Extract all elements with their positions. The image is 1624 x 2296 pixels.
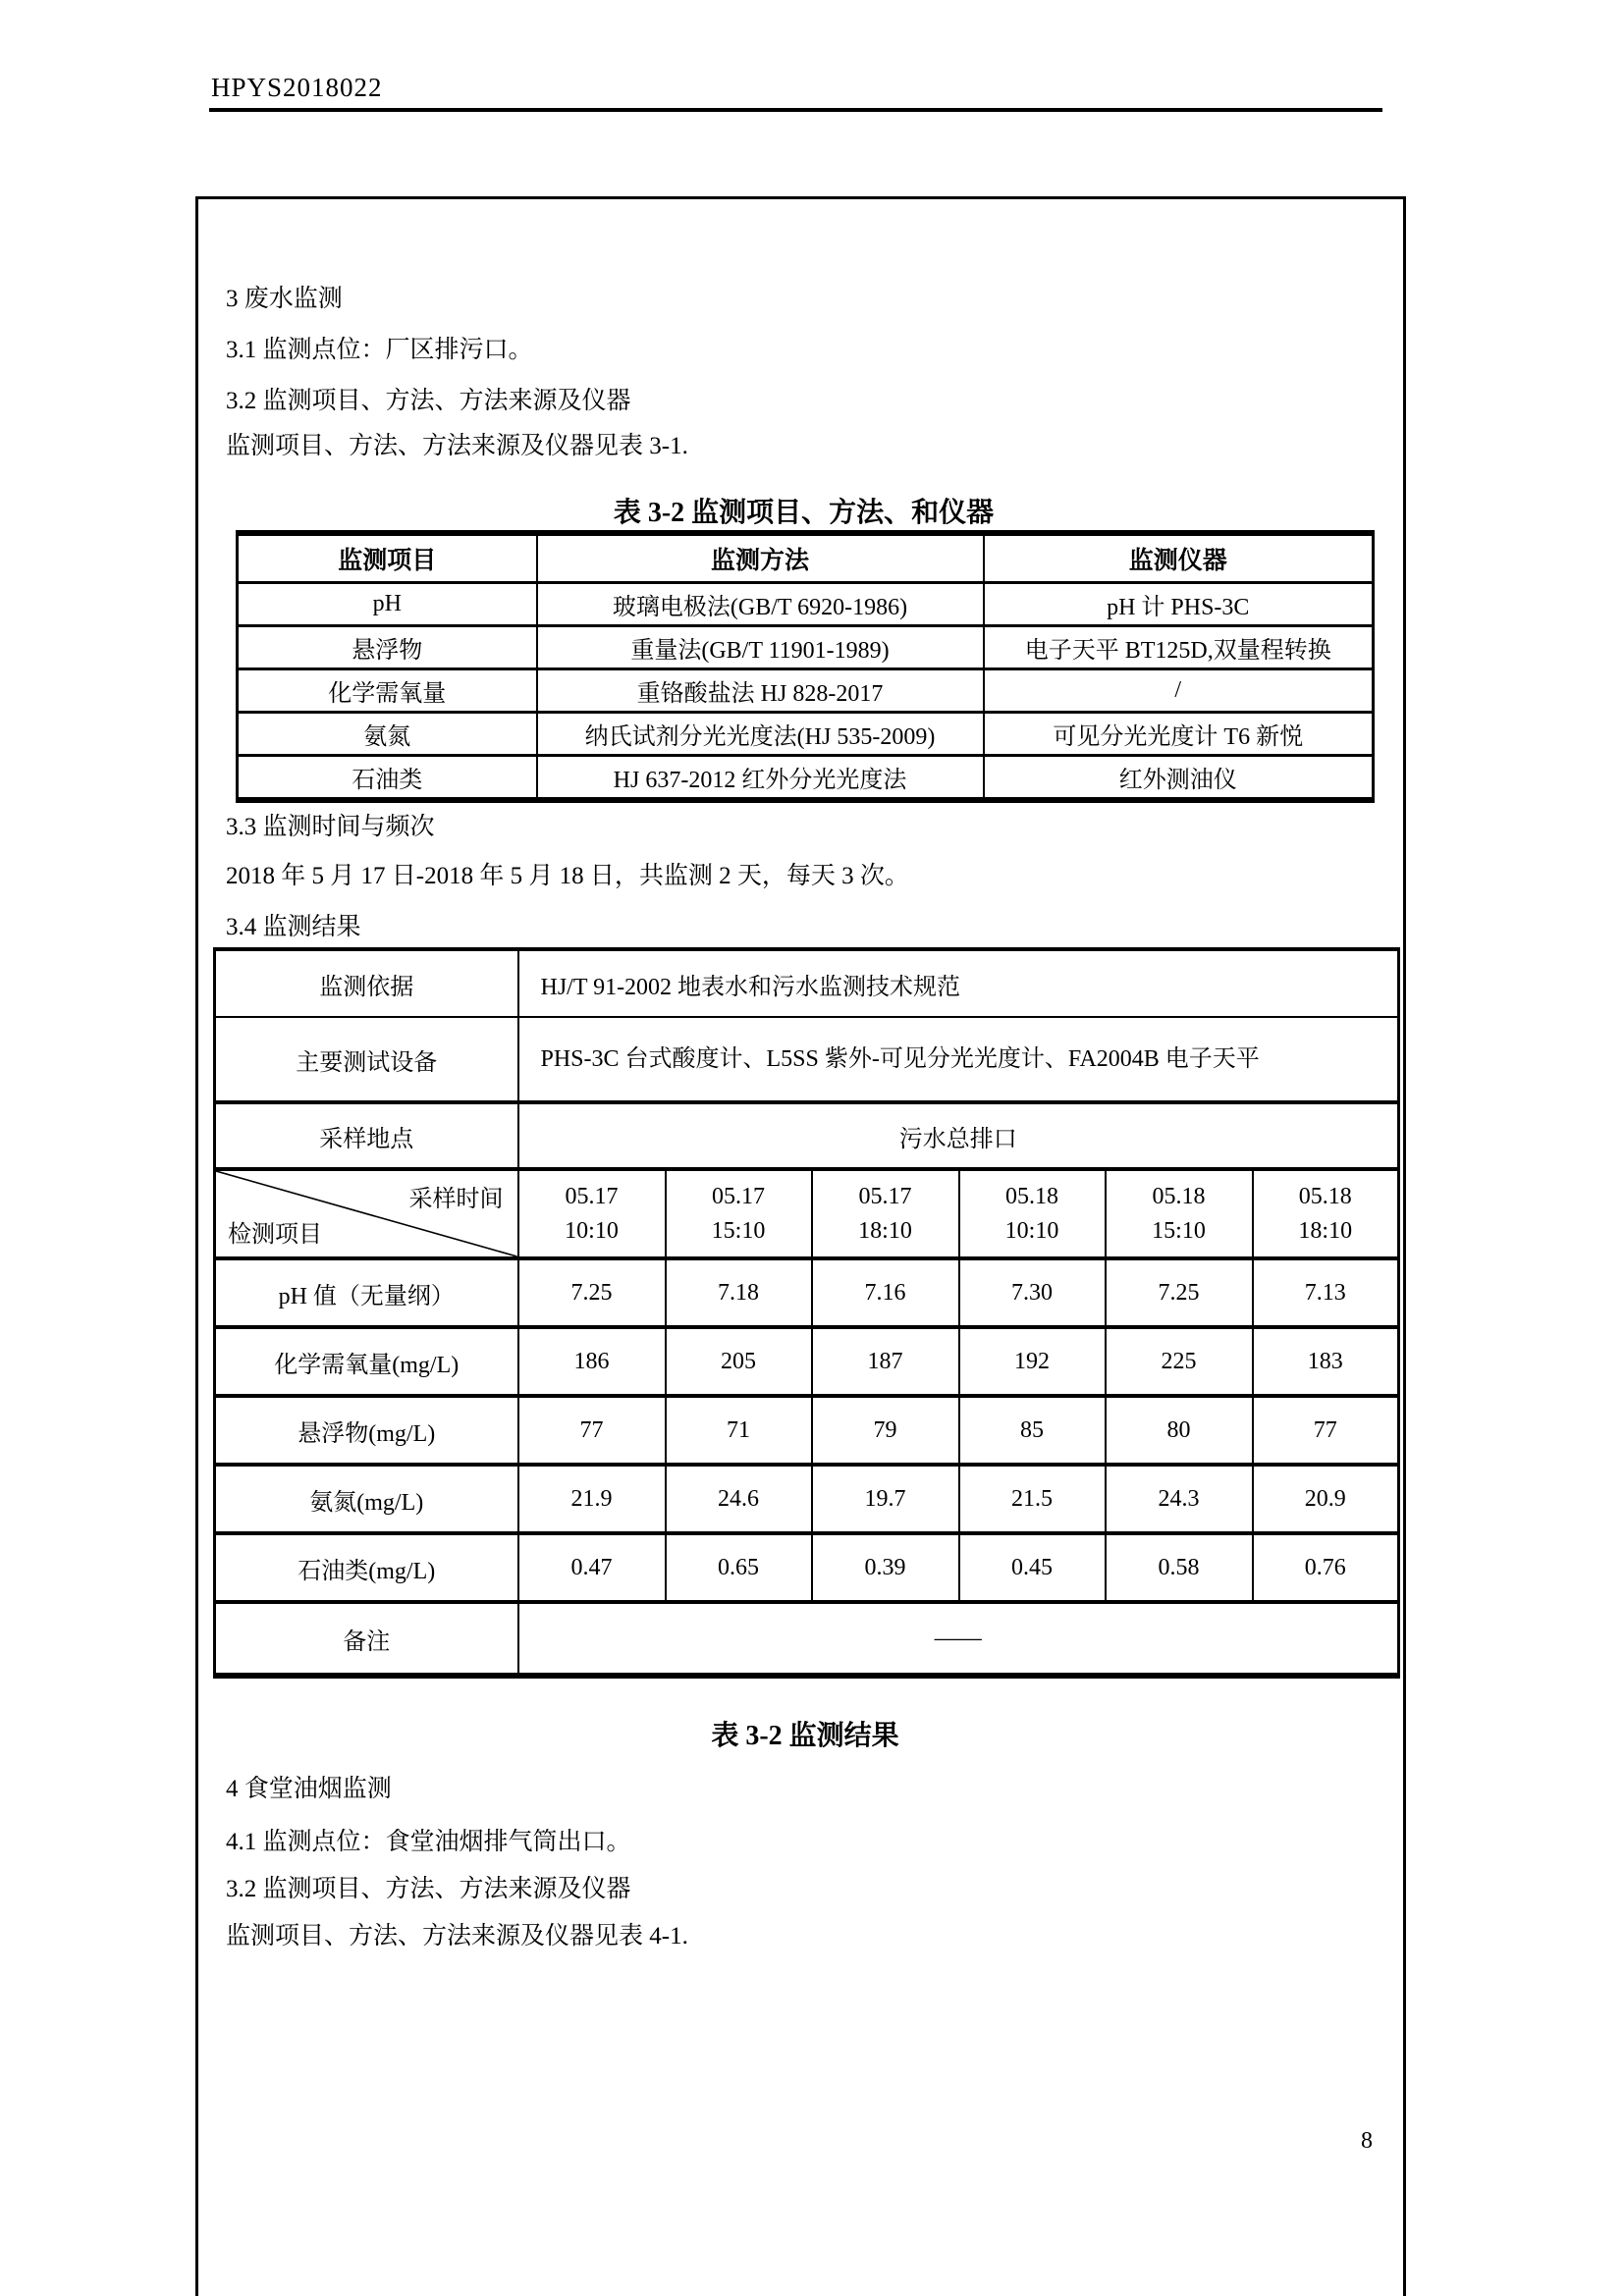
- section-4-heading: 4 食堂油烟监测: [226, 1776, 392, 1802]
- table-1-header-row: [238, 533, 1374, 583]
- table-cell: 玻璃电极法(GB/T 6920-1986): [537, 583, 984, 626]
- sample-clock: 18:10: [858, 1217, 912, 1244]
- value-cell: 7.16: [812, 1258, 959, 1327]
- value-cell: 24.6: [666, 1465, 812, 1533]
- value-cell: 192: [959, 1327, 1106, 1396]
- diagonal-header-cell: [215, 1169, 518, 1258]
- sample-time-col: [1106, 1169, 1253, 1258]
- value-cell: 0.45: [959, 1533, 1106, 1602]
- value-cell: 7.18: [666, 1258, 812, 1327]
- table-2-caption: 表 3-2 监测结果: [711, 1721, 899, 1751]
- table-2-results: [213, 947, 1400, 1679]
- table-cell: pH 计 PHS-3C: [984, 583, 1374, 626]
- sample-time-col: [1253, 1169, 1399, 1258]
- table-1-row-cod: [238, 669, 1374, 713]
- row-label: 悬浮物(mg/L): [215, 1396, 518, 1465]
- table-2-row-remark: [215, 1602, 1399, 1676]
- corner-label-test-item: 检测项目: [228, 1222, 322, 1248]
- section-3-2: 3.2 监测项目、方法、方法来源及仪器: [226, 388, 631, 414]
- sample-clock: 10:10: [565, 1217, 619, 1244]
- value-cell: 7.13: [1253, 1258, 1399, 1327]
- value-cell: 7.25: [1106, 1258, 1253, 1327]
- value-cell: 20.9: [1253, 1465, 1399, 1533]
- sample-time-col: [812, 1169, 959, 1258]
- sample-date: 05.18: [1152, 1183, 1206, 1209]
- sample-time-col: [666, 1169, 812, 1258]
- section-3-2-note: 监测项目、方法、方法来源及仪器见表 3-1.: [226, 433, 688, 459]
- table-cell: pH: [238, 583, 537, 626]
- value-cell: 225: [1106, 1327, 1253, 1396]
- row-label: 化学需氧量(mg/L): [215, 1327, 518, 1396]
- corner-label-sample-time: 采样时间: [408, 1187, 504, 1212]
- value-cell: 7.25: [518, 1258, 666, 1327]
- sample-date: 05.18: [1005, 1183, 1058, 1209]
- value-cell: 205: [666, 1327, 812, 1396]
- value-cell: 21.9: [518, 1465, 666, 1533]
- row-label: 备注: [215, 1602, 518, 1676]
- value-cell: 7.30: [959, 1258, 1106, 1327]
- value-cell: 80: [1106, 1396, 1253, 1465]
- table-1-caption: 表 3-2 监测项目、方法、和仪器: [613, 498, 995, 528]
- basis-value: HJ/T 91-2002 地表水和污水监测技术规范: [518, 949, 1399, 1017]
- table-cell: 化学需氧量: [238, 669, 537, 713]
- row-label: 石油类(mg/L): [215, 1533, 518, 1602]
- table-2-row-nh3n: [215, 1465, 1399, 1533]
- table-cell: 重铬酸盐法 HJ 828-2017: [537, 669, 984, 713]
- table-2-row-ph: [215, 1258, 1399, 1327]
- table-cell: 纳氏试剂分光光度法(HJ 535-2009): [537, 713, 984, 756]
- value-cell: 183: [1253, 1327, 1399, 1396]
- section-3-3-heading: 3.3 监测时间与频次: [226, 814, 435, 840]
- value-cell: 77: [518, 1396, 666, 1465]
- place-value: 污水总排口: [518, 1102, 1399, 1169]
- table-2-row-equipment: [215, 1017, 1399, 1102]
- sample-date: 05.17: [858, 1183, 912, 1209]
- value-cell: 0.47: [518, 1533, 666, 1602]
- row-label: pH 值（无量纲）: [215, 1258, 518, 1327]
- table-cell: 氨氮: [238, 713, 537, 756]
- row-label: 主要测试设备: [215, 1017, 518, 1102]
- section-4-1: 4.1 监测点位：食堂油烟排气筒出口。: [226, 1829, 631, 1855]
- table-cell: 重量法(GB/T 11901-1989): [537, 626, 984, 669]
- row-label: 采样地点: [215, 1102, 518, 1169]
- value-cell: 21.5: [959, 1465, 1106, 1533]
- table-2-row-ss: [215, 1396, 1399, 1465]
- section-3-4-heading: 3.4 监测结果: [226, 914, 361, 940]
- sample-date: 05.17: [712, 1183, 765, 1209]
- row-label: 监测依据: [215, 949, 518, 1017]
- value-cell: 71: [666, 1396, 812, 1465]
- sample-date: 05.17: [565, 1183, 619, 1209]
- value-cell: 186: [518, 1327, 666, 1396]
- section-3-heading: 3 废水监测: [226, 286, 343, 312]
- row-label: 氨氮(mg/L): [215, 1465, 518, 1533]
- section-3-1: 3.1 监测点位：厂区排污口。: [226, 337, 533, 363]
- sample-time-col: [959, 1169, 1106, 1258]
- section-4-2: 3.2 监测项目、方法、方法来源及仪器: [226, 1876, 631, 1902]
- remark-value: ——: [518, 1602, 1399, 1676]
- table-cell: 悬浮物: [238, 626, 537, 669]
- table-1-row-nh3n: [238, 713, 1374, 756]
- value-cell: 85: [959, 1396, 1106, 1465]
- table-1-row-ph: [238, 583, 1374, 626]
- section-4-2-note: 监测项目、方法、方法来源及仪器见表 4-1.: [226, 1923, 688, 1949]
- value-cell: 77: [1253, 1396, 1399, 1465]
- table-2-row-place: [215, 1102, 1399, 1169]
- table-cell: /: [984, 669, 1374, 713]
- equipment-value: PHS-3C 台式酸度计、L5SS 紫外-可见分光光度计、FA2004B 电子天平: [518, 1017, 1399, 1102]
- page-number: 8: [1361, 2128, 1373, 2154]
- table-2-row-oil: [215, 1533, 1399, 1602]
- sample-time-col: [518, 1169, 666, 1258]
- table-cell: 电子天平 BT125D,双量程转换: [984, 626, 1374, 669]
- value-cell: 24.3: [1106, 1465, 1253, 1533]
- header-rule: [209, 108, 1382, 112]
- table-cell: 红外测油仪: [984, 756, 1374, 801]
- value-cell: 79: [812, 1396, 959, 1465]
- value-cell: 0.76: [1253, 1533, 1399, 1602]
- table-cell: HJ 637-2012 红外分光光度法: [537, 756, 984, 801]
- table-1-header-instrument: 监测仪器: [984, 533, 1374, 583]
- sample-date: 05.18: [1298, 1183, 1352, 1209]
- table-cell: 可见分光光度计 T6 新悦: [984, 713, 1374, 756]
- value-cell: 0.65: [666, 1533, 812, 1602]
- sample-clock: 15:10: [711, 1217, 766, 1244]
- table-2-row-cod: [215, 1327, 1399, 1396]
- table-1-row-oil: [238, 756, 1374, 801]
- table-2-header-row: [215, 1169, 1399, 1258]
- table-1-header-method: 监测方法: [537, 533, 984, 583]
- table-1-header-item: 监测项目: [238, 533, 537, 583]
- table-1-methods-instruments: [236, 530, 1375, 803]
- doc-number: HPYS2018022: [211, 73, 383, 102]
- value-cell: 187: [812, 1327, 959, 1396]
- section-3-3-text: 2018 年 5 月 17 日-2018 年 5 月 18 日，共监测 2 天，每天 3 次。: [226, 863, 909, 889]
- value-cell: 0.58: [1106, 1533, 1253, 1602]
- value-cell: 0.39: [812, 1533, 959, 1602]
- table-2-row-basis: [215, 949, 1399, 1017]
- table-cell: 石油类: [238, 756, 537, 801]
- sample-clock: 15:10: [1152, 1217, 1206, 1244]
- value-cell: 19.7: [812, 1465, 959, 1533]
- sample-clock: 10:10: [1004, 1217, 1059, 1244]
- table-1-row-ss: [238, 626, 1374, 669]
- sample-clock: 18:10: [1298, 1217, 1353, 1244]
